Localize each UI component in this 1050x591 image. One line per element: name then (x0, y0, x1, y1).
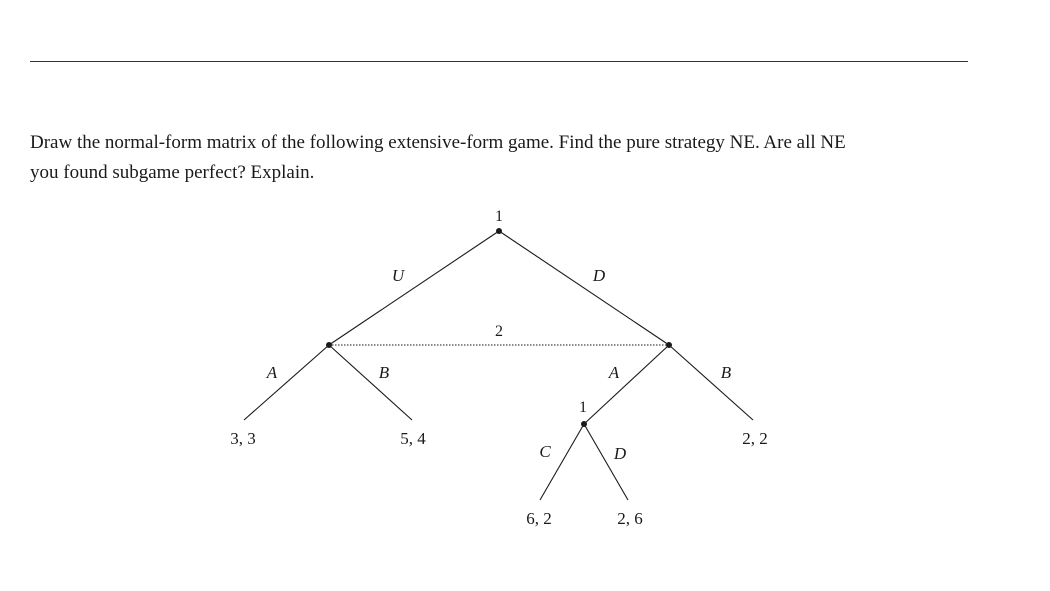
payoff-D-A-D: 2, 6 (617, 509, 643, 528)
branch-D (499, 231, 669, 345)
subgame-node (581, 421, 587, 427)
payoff-U-B: 5, 4 (400, 429, 426, 448)
subgame-player-label: 1 (579, 399, 587, 416)
right-action-B-label: B (720, 363, 732, 382)
branch-left-A (244, 345, 329, 420)
payoff-D-A-C: 6, 2 (526, 509, 552, 528)
player2-right-node (666, 342, 672, 348)
action-U-label: U (391, 266, 405, 285)
subgame-action-D-label: D (613, 444, 627, 463)
payoff-U-A: 3, 3 (230, 429, 256, 448)
branch-U (329, 231, 499, 345)
info-set-player-label: 2 (495, 323, 503, 340)
player2-left-node (326, 342, 332, 348)
branch-C (540, 424, 584, 500)
question-line-2: you found subgame perfect? Explain. (30, 162, 315, 183)
branch-left-B (329, 345, 412, 420)
left-action-B-label: B (378, 363, 390, 382)
action-D-label: D (592, 266, 606, 285)
payoff-D-B: 2, 2 (742, 429, 768, 448)
branch-right-A (584, 345, 669, 424)
branch-right-B (669, 345, 753, 420)
right-action-A-label: A (608, 363, 620, 382)
root-player-label: 1 (495, 208, 503, 225)
left-action-A-label: A (266, 363, 278, 382)
question-line-1: Draw the normal-form matrix of the following extensive-form game. Find the pure strategy NE. Are all NE (30, 132, 846, 153)
root-node (496, 228, 502, 234)
action-C-label: C (539, 442, 551, 461)
